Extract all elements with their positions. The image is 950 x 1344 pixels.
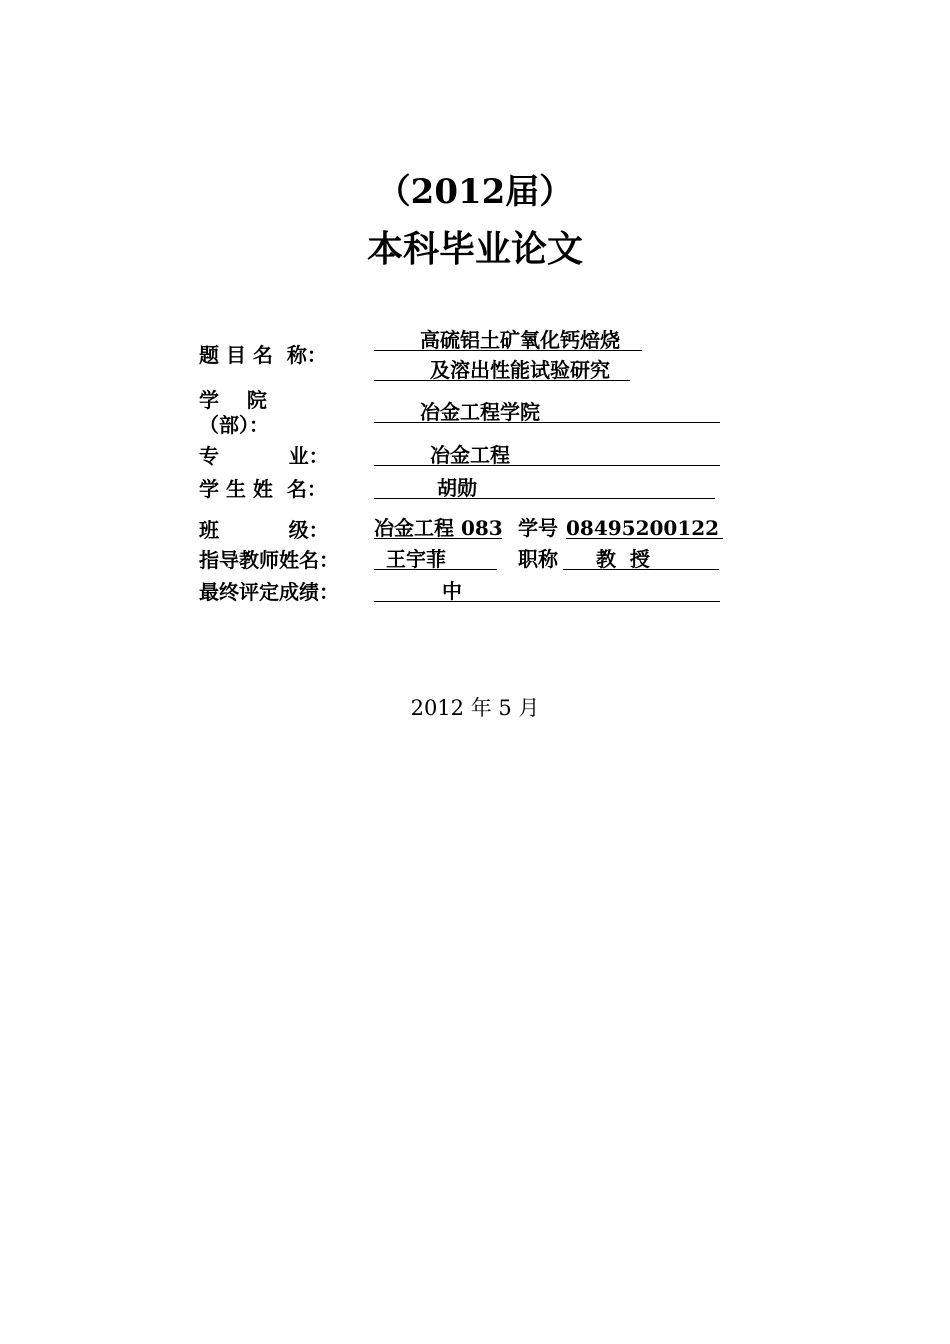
major-value: 冶金工程	[430, 443, 510, 467]
advisor-title-value: 教 授	[596, 547, 650, 571]
advisor-title-label: 职称	[518, 547, 558, 571]
college-label-line2: （部）：	[199, 413, 269, 437]
major-underline	[374, 465, 720, 466]
submission-date: 2012 年 5 月	[410, 696, 540, 720]
class-underline	[374, 538, 502, 539]
grade-value: 中	[442, 579, 462, 603]
college-value: 冶金工程学院	[420, 400, 540, 424]
grade-label: 最终评定成绩：	[199, 580, 339, 604]
advisor-underline	[374, 569, 497, 570]
advisor-title-underline	[563, 569, 719, 570]
advisor-value: 王宇菲	[386, 547, 446, 571]
student-id-underline	[566, 538, 723, 539]
student-name-label: 学 生 姓 名：	[199, 477, 327, 501]
student-name-value: 胡勋	[437, 476, 477, 500]
topic-label: 题 目 名 称：	[199, 343, 327, 367]
class-value: 冶金工程 083	[374, 516, 503, 540]
advisor-label: 指导教师姓名：	[199, 548, 339, 572]
college-label-line1: 学 院	[199, 388, 267, 412]
graduation-year: （2012届）	[376, 172, 574, 212]
class-label: 班 级：	[199, 518, 329, 542]
grade-underline	[374, 601, 720, 602]
page-title: 本科毕业论文	[366, 228, 583, 270]
topic-underline-2	[374, 380, 630, 381]
topic-underline-1	[374, 350, 642, 351]
student-id-value: 08495200122	[566, 516, 720, 540]
major-label: 专 业：	[199, 444, 329, 468]
student-id-label: 学号	[518, 516, 558, 540]
college-underline	[374, 422, 720, 423]
topic-value-line1: 高硫铝土矿氧化钙焙烧	[420, 328, 620, 352]
student-name-underline	[374, 498, 715, 499]
topic-value-line2: 及溶出性能试验研究	[430, 358, 610, 382]
